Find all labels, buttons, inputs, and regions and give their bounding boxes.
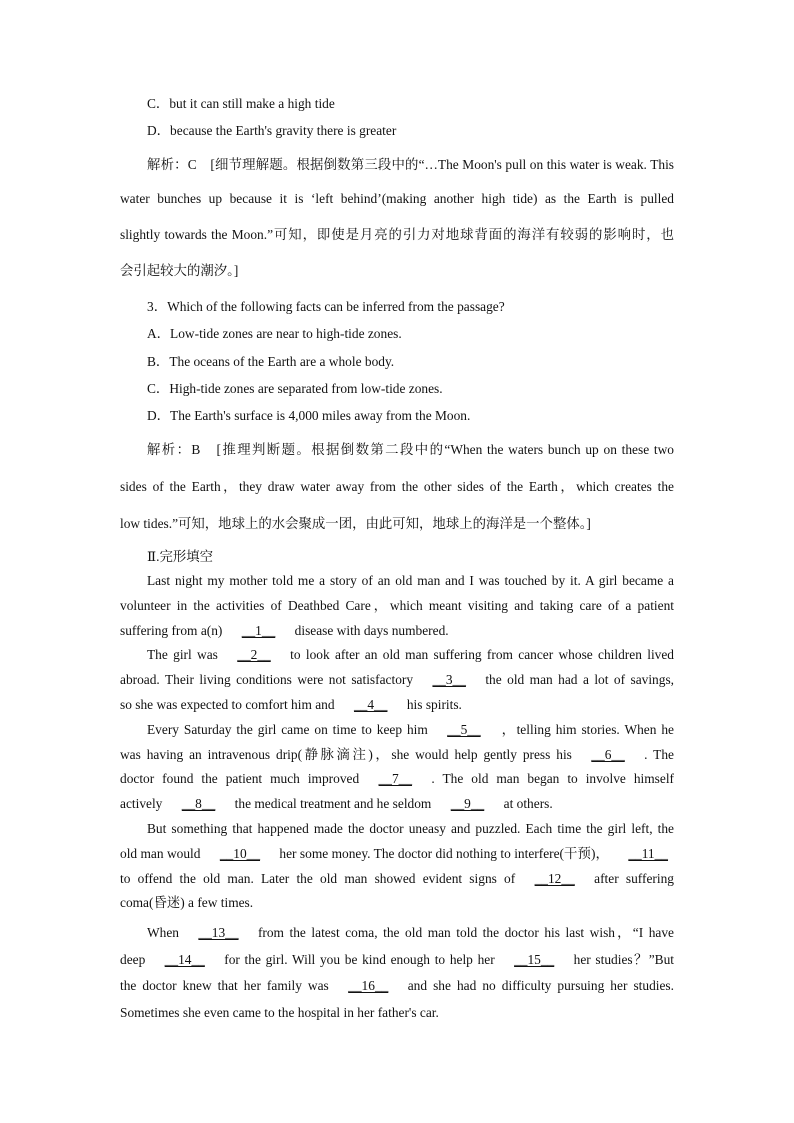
analysis-line: 会引起较大的潮汐。] — [120, 263, 239, 278]
cloze-blank: __14__ — [164, 951, 205, 967]
analysis-line: 解析：B [推理判断题。根据倒数第二段中的“When the waters bunch up on these two — [147, 442, 674, 457]
analysis-line: water bunches up because it is ‘left behind’(making another high tide) as the Earth is pulled — [120, 191, 674, 206]
section-heading: Ⅱ.完形填空 — [147, 549, 214, 564]
cloze-text: was having an intravenous drip(静脉滴注)，she would help gently press his — [120, 746, 572, 762]
cloze-blank: __15__ — [514, 951, 555, 967]
document-page — [120, 92, 674, 1026]
cloze-text: his spirits. — [406, 696, 462, 712]
cloze-text: Last night my mother told me a story of an old man and I was touched by it. A girl became a — [147, 573, 674, 588]
q3-analysis — [120, 431, 674, 543]
q3 — [120, 294, 674, 429]
cloze-text: after suffering — [594, 870, 674, 886]
cloze-text: to look after an old man suffering from cancer whose children lived — [290, 647, 674, 663]
cloze-text: old man would — [120, 845, 201, 861]
q3-option-c: C．High-tide zones are separated from low-tide zones. — [147, 381, 443, 396]
cloze-line — [120, 594, 674, 619]
cloze-text: The girl was — [147, 647, 218, 663]
cloze-text: But something that happened made the doctor uneasy and puzzled. Each time the girl left, the — [147, 820, 674, 836]
cloze-line — [120, 693, 674, 718]
cloze-text: for the girl. Will you be kind enough to help her — [224, 951, 495, 967]
analysis-line: slightly towards the Moon.”可知，即使是月亮的引力对地球背面的海洋有较弱的影响时，也 — [120, 227, 674, 242]
q2-analysis — [120, 149, 674, 289]
cloze-text: the medical treatment and he seldom — [234, 796, 432, 812]
cloze-blank: __11__ — [628, 845, 669, 861]
analysis-line: sides of the Earth，they draw water away from the other sides of the Earth，which creates the — [120, 479, 674, 494]
cloze-line — [120, 718, 674, 743]
cloze-line — [120, 867, 674, 892]
cloze-text: disease with days numbered. — [294, 622, 449, 638]
cloze-text: ，telling him stories. When he — [500, 721, 674, 737]
cloze-text: the doctor knew that her family was — [120, 978, 329, 994]
cloze-text: so she was expected to comfort him and — [120, 696, 335, 712]
cloze-blank: __13__ — [198, 925, 239, 941]
cloze-line — [120, 792, 674, 817]
cloze-blank: __16__ — [348, 978, 389, 994]
q2-option-c: C．but it can still make a high tide — [147, 96, 335, 111]
cloze-text: When — [147, 925, 179, 941]
cloze-text: abroad. Their living conditions were not satisfactory — [120, 672, 414, 688]
cloze-line — [120, 842, 674, 867]
cloze-line — [120, 743, 674, 768]
cloze-blank: __6__ — [591, 746, 625, 762]
cloze-text: . The old man began to involve himself — [431, 771, 674, 787]
cloze-text: Every Saturday the girl came on time to keep him — [147, 721, 428, 737]
cloze-text: volunteer in the activities of Deathbed Care，which meant visiting and taking care of a patient — [120, 597, 674, 613]
q3-option-b: B．The oceans of the Earth are a whole body. — [147, 354, 395, 369]
cloze-text: to offend the old man. Later the old man showed evident signs of — [120, 870, 516, 886]
cloze-blank: __8__ — [181, 796, 216, 812]
cloze-text: . The — [644, 746, 675, 762]
cloze-paragraph — [120, 569, 674, 643]
cloze-paragraph — [120, 817, 674, 916]
cloze-text: doctor found the patient much improved — [120, 771, 360, 787]
cloze-line — [120, 643, 674, 668]
cloze-blank: __12__ — [534, 870, 575, 886]
cloze-text: from the latest coma, the old man told the doctor his last wish，“I have — [257, 925, 674, 941]
cloze-text: at others. — [503, 796, 553, 812]
cloze-blank: __4__ — [353, 696, 388, 712]
cloze-line — [120, 891, 674, 916]
cloze-blank: __7__ — [378, 771, 413, 787]
cloze-line — [120, 619, 674, 644]
cloze-line — [120, 947, 674, 974]
cloze-blank: __10__ — [219, 845, 261, 861]
cloze-text: suffering from a(n) — [120, 622, 223, 638]
analysis-line: low tides.”可知，地球上的水会聚成一团，由此可知，地球上的海洋是一个整体。] — [120, 516, 591, 531]
cloze-line — [120, 569, 674, 594]
cloze-line — [120, 817, 674, 842]
cloze-text: the old man had a lot of savings, — [485, 672, 675, 688]
cloze-blank: __3__ — [432, 672, 466, 688]
cloze-text: deep — [120, 951, 146, 967]
cloze-text: her some money. The doctor did nothing to interfere(干预)， — [279, 845, 609, 861]
cloze-blank: __2__ — [237, 647, 271, 663]
cloze-paragraph — [120, 643, 674, 717]
cloze-blank: __5__ — [447, 721, 481, 737]
q3-option-d: D．The Earth's surface is 4,000 miles away from the Moon. — [147, 408, 471, 423]
cloze-line — [120, 668, 674, 693]
cloze-line — [120, 1000, 674, 1027]
cloze-text: coma(昏迷) a few times. — [120, 895, 254, 911]
q3-option-a: A．Low-tide zones are near to high-tide zones. — [147, 326, 402, 341]
cloze-paragraph — [120, 920, 674, 1026]
cloze-blank: __9__ — [450, 796, 485, 812]
cloze-text: her studies？”But — [573, 951, 674, 967]
cloze-line — [120, 767, 674, 792]
q2-option-d: D．because the Earth's gravity there is greater — [147, 123, 397, 138]
cloze-text: and she had no difficulty pursuing her studies. — [407, 978, 674, 994]
cloze-text: Sometimes she even came to the hospital in her father's car. — [120, 1004, 439, 1020]
cloze-line — [120, 920, 674, 947]
cloze-passage — [120, 569, 674, 1026]
cloze-line — [120, 973, 674, 1000]
cloze-blank: __1__ — [241, 622, 276, 638]
cloze-text: actively — [120, 796, 163, 812]
cloze-paragraph — [120, 718, 674, 817]
q3-question: 3．Which of the following facts can be inferred from the passage? — [147, 299, 505, 314]
analysis-line: 解析：C [细节理解题。根据倒数第三段中的“…The Moon's pull on this water is weak. This — [147, 157, 674, 172]
